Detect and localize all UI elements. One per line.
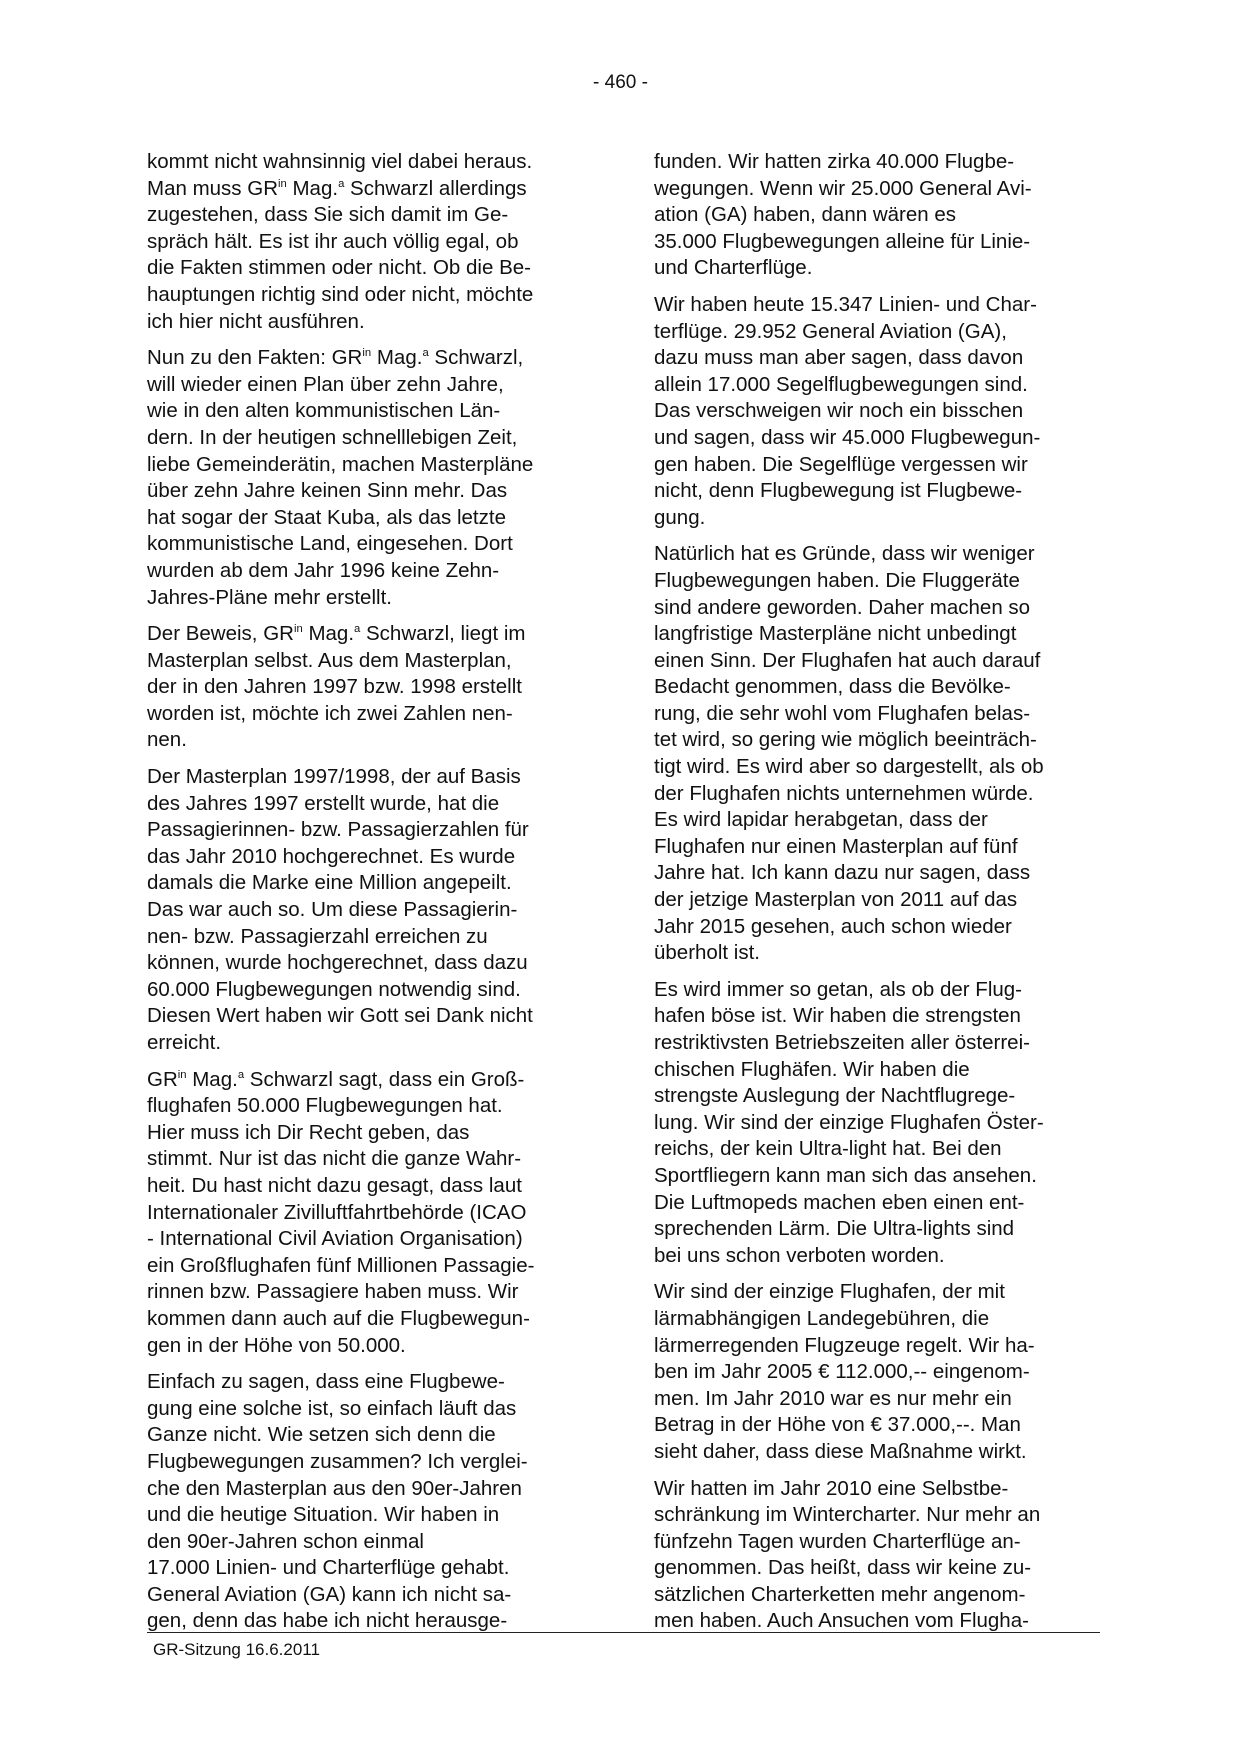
right-column xyxy=(654,149,1100,1645)
left-column xyxy=(147,149,587,1645)
page-number: - 460 - xyxy=(593,72,648,93)
paragraph: kommt nicht wahnsinnig viel dabei heraus. Man muss $GR^{in}$ Mag.$^a$ Schwarzl allerdings zugestehen, dass Sie sich damit im Ge- spräch hält. Es ist ihr auch völlig egal, ob die Fakten stimmen oder nicht. Ob die Be- hauptungen richtig sind oder nicht, möchte ich hier nicht ausführen. xyxy=(147,150,534,333)
paragraph: Wir sind der einzige Flughafen, der mit lärmabhängigen Landegebühren, die lärmerregenden Flugzeuge regelt. Wir ha- ben im Jahr 2005 € 112.000,-- eingenom- men. Im Jahr 2010 war es nur mehr ein Betrag in der Höhe von € 37.000,--. Man sieht daher, dass diese Maßnahme wirkt. xyxy=(654,1280,1035,1463)
paragraph: Natürlich hat es Gründe, dass wir weniger Flugbewegungen haben. Die Fluggeräte sind andere geworden. Daher machen so langfristige Masterpläne nicht unbedingt einen Sinn. Der Flughafen hat auch darauf Bedacht genommen, dass die Bevölke- rung, die sehr wohl vom Flughafen belas- tet wird, so gering wie möglich beeinträch- tigt wird. Es wird aber so dargestellt, als ob der Flughafen nichts unternehmen würde. Es wird lapidar herabgetan, dass der Flughafen nur einen Masterplan auf fünf Jahre hat. Ich kann dazu nur sagen, dass der jetzige Masterplan von 2011 auf das Jahr 2015 gesehen, auch schon wieder überholt ist. xyxy=(654,542,1044,965)
paragraph: Der Masterplan 1997/1998, der auf Basis des Jahres 1997 erstellt wurde, hat die Passagierinnen- bzw. Passagierzahlen für das Jahr 2010 hochgerechnet. Es wurde damals die Marke eine Million angepeilt. Das war auch so. Um diese Passagierin- nen- bzw. Passagierzahl erreichen zu können, wurde hochgerechnet, dass dazu 60.000 Flugbewegungen notwendig sind. Diesen Wert haben wir Gott sei Dank nicht erreicht. xyxy=(147,765,533,1054)
paragraph: funden. Wir hatten zirka 40.000 Flugbe- wegungen. Wenn wir 25.000 General Avi- ation (GA) haben, dann wären es 35.000 Flugbewegungen alleine für Linie- und Charterflüge. xyxy=(654,150,1032,280)
paragraph: $GR^{in}$ Mag.$^a$ Schwarzl sagt, dass ein Groß- flughafen 50.000 Flugbewegungen hat. Hier muss ich Dir Recht geben, das stimmt. Nur ist das nicht die ganze Wahr- heit. Du hast nicht dazu gesagt, dass laut Internationaler Zivilluftfahrtbehörde (ICAO - International Civil Aviation Organisation) ein Großflughafen fünf Millionen Passagie- rinnen bzw. Passagiere haben muss. Wir kommen dann auch auf die Flugbewegun- gen in der Höhe von 50.000. xyxy=(147,1067,535,1357)
paragraph: Nun zu den Fakten: $GR^{in}$ Mag.$^a$ Schwarzl, will wieder einen Plan über zehn Jahre, wie in den alten kommunistischen Län- dern. In der heutigen schnelllebigen Zeit, liebe Gemeinderätin, machen Masterpläne über zehn Jahre keinen Sinn mehr. Das hat sogar der Staat Kuba, als das letzte kommunistische Land, eingesehen. Dort wurden ab dem Jahr 1996 keine Zehn- Jahres-Pläne mehr erstellt. xyxy=(147,346,534,609)
paragraph: Einfach zu sagen, dass eine Flugbewe- gung eine solche ist, so einfach läuft das Ganze nicht. Wie setzen sich denn die Flugbewegungen zusammen? Ich verglei- che den Masterplan aus den 90er-Jahren und die heutige Situation. Wir haben in den 90er-Jahren schon einmal 17.000 Linien- und Charterflüge gehabt. General Aviation (GA) kann ich nicht sa- gen, denn das habe ich nicht herausge- xyxy=(147,1370,528,1633)
paragraph: Wir hatten im Jahr 2010 eine Selbstbe- schränkung im Wintercharter. Nur mehr an fünfzehn Tagen wurden Charterflüge an- genommen. Das heißt, dass wir keine zu- sätzlichen Charterketten mehr angenom- men haben. Auch Ansuchen vom Flugha- xyxy=(654,1476,1041,1633)
footer-divider xyxy=(147,1632,1100,1633)
paragraph: Der Beweis, $GR^{in}$ Mag.$^a$ Schwarzl, liegt im Masterplan selbst. Aus dem Masterplan, der in den Jahren 1997 bzw. 1998 erstellt worden ist, möchte ich zwei Zahlen nen- nen. xyxy=(147,622,526,752)
paragraph: Wir haben heute 15.347 Linien- und Char- terflüge. 29.952 General Aviation (GA), dazu muss man aber sagen, dass davon allein 17.000 Segelflugbewegungen sind. Das verschweigen wir noch ein bisschen und sagen, dass wir 45.000 Flugbewegun- gen haben. Die Segelflüge vergessen wir nicht, denn Flugbewegung ist Flugbewe- gung. xyxy=(654,292,1041,529)
footer-text: GR-Sitzung 16.6.2011 xyxy=(153,1640,320,1659)
paragraph: Es wird immer so getan, als ob der Flug- hafen böse ist. Wir haben die strengsten restriktivsten Betriebszeiten aller österrei- chischen Flughäfen. Wir haben die strengste Auslegung der Nachtflugrege- lung. Wir sind der einzige Flughafen Öster- reichs, der kein Ultra-light hat. Bei den Sportfliegern kann man sich das ansehen. Die Luftmopeds machen eben einen ent- sprechenden Lärm. Die Ultra-lights sind bei uns schon verboten worden. xyxy=(654,977,1044,1267)
